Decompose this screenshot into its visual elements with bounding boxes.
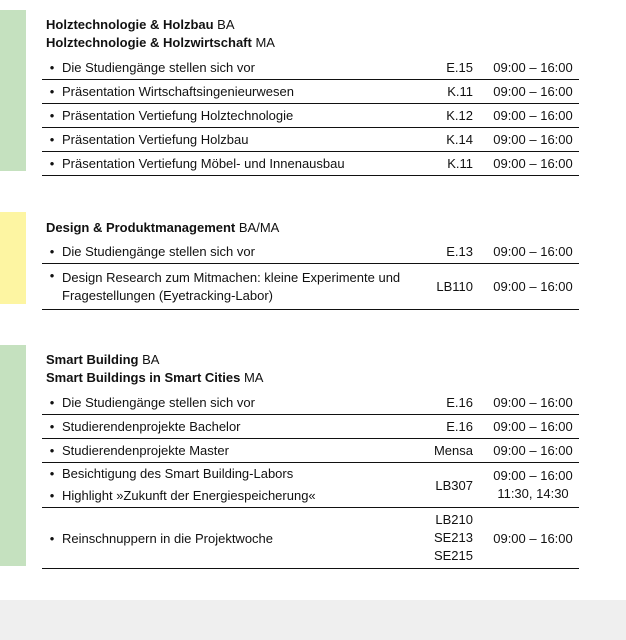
footer-band	[0, 600, 626, 640]
room: LB307	[425, 463, 487, 508]
time: 09:00 – 16:00	[487, 508, 579, 569]
section-bar-smart	[0, 345, 26, 566]
time: 09:00 – 16:00	[487, 439, 579, 463]
event-item: Besichtigung des Smart Building-Labors	[62, 466, 294, 481]
event-title: Studierendenprojekte Bachelor	[62, 415, 425, 439]
room: LB210 SE213 SE215	[425, 508, 487, 569]
bullet: •	[42, 80, 62, 104]
time: 09:00 – 16:00	[487, 415, 579, 439]
bullet: •	[42, 508, 62, 569]
room: K.11	[425, 152, 487, 176]
room: E.15	[425, 56, 487, 80]
schedule-table	[42, 391, 579, 569]
bullet: •	[42, 391, 62, 415]
room: LB110	[425, 264, 487, 310]
event-title: Präsentation Vertiefung Möbel- und Innenausbau	[62, 152, 425, 176]
room: K.12	[425, 104, 487, 128]
bullet: •	[42, 56, 62, 80]
table-row	[42, 152, 579, 176]
event-title: Design Research zum Mitmachen: kleine Experimente und Fragestellungen (Eyetracking-Labor)	[62, 264, 425, 310]
room: E.16	[425, 391, 487, 415]
bullet: •	[49, 466, 55, 481]
section-heading: Holztechnologie & Holzbau BA Holztechnologie & Holzwirtschaft MA	[46, 17, 275, 50]
section-bar-holz	[0, 10, 26, 171]
table-row	[42, 415, 579, 439]
room: E.16	[425, 415, 487, 439]
event-title: Studierendenprojekte Master	[62, 439, 425, 463]
event-title: Die Studiengänge stellen sich vor	[62, 240, 425, 264]
room: K.11	[425, 80, 487, 104]
event-title: Präsentation Vertiefung Holztechnologie	[62, 104, 425, 128]
section-heading: Smart Building BA Smart Buildings in Smart Cities MA	[46, 352, 264, 385]
section-smart-building	[46, 351, 583, 569]
event-title: Reinschnuppern in die Projektwoche	[62, 508, 425, 569]
table-row	[42, 240, 579, 264]
event-title	[62, 463, 425, 508]
table-row	[42, 391, 579, 415]
table-row	[42, 463, 579, 508]
event-title: Die Studiengänge stellen sich vor	[62, 56, 425, 80]
section-holztechnologie	[46, 16, 583, 176]
section-heading: Design & Produktmanagement BA/MA	[46, 220, 280, 235]
bullet: •	[49, 488, 55, 503]
time: 09:00 – 16:00	[487, 56, 579, 80]
event-title: Die Studiengänge stellen sich vor	[62, 391, 425, 415]
table-row	[42, 56, 579, 80]
table-row	[42, 80, 579, 104]
room: Mensa	[425, 439, 487, 463]
room: E.13	[425, 240, 487, 264]
time: 09:00 – 16:00	[487, 152, 579, 176]
table-row	[42, 264, 579, 310]
bullet: •	[42, 240, 62, 264]
section-bar-design	[0, 212, 26, 304]
table-row	[42, 128, 579, 152]
time: 09:00 – 16:00	[487, 80, 579, 104]
bullet: •	[42, 264, 62, 310]
time: 09:00 – 16:00	[487, 128, 579, 152]
event-title: Präsentation Vertiefung Holzbau	[62, 128, 425, 152]
time: 09:00 – 16:00	[487, 240, 579, 264]
bullet: •	[42, 415, 62, 439]
schedule-table	[42, 240, 579, 310]
table-row	[42, 104, 579, 128]
time: 09:00 – 16:00	[487, 264, 579, 310]
bullet: •	[42, 152, 62, 176]
bullet: •	[42, 128, 62, 152]
schedule-table	[42, 56, 579, 176]
time: 09:00 – 16:00	[487, 104, 579, 128]
room: K.14	[425, 128, 487, 152]
time: 09:00 – 16:00	[487, 391, 579, 415]
time: 09:00 – 16:00 11:30, 14:30	[487, 463, 579, 508]
event-item: Highlight »Zukunft der Energiespeicherung«	[62, 488, 316, 503]
table-row	[42, 439, 579, 463]
event-title: Präsentation Wirtschaftsingenieurwesen	[62, 80, 425, 104]
bullet: •	[42, 439, 62, 463]
bullet: •	[42, 104, 62, 128]
bullet	[42, 463, 62, 508]
table-row	[42, 508, 579, 569]
section-design	[46, 219, 583, 310]
